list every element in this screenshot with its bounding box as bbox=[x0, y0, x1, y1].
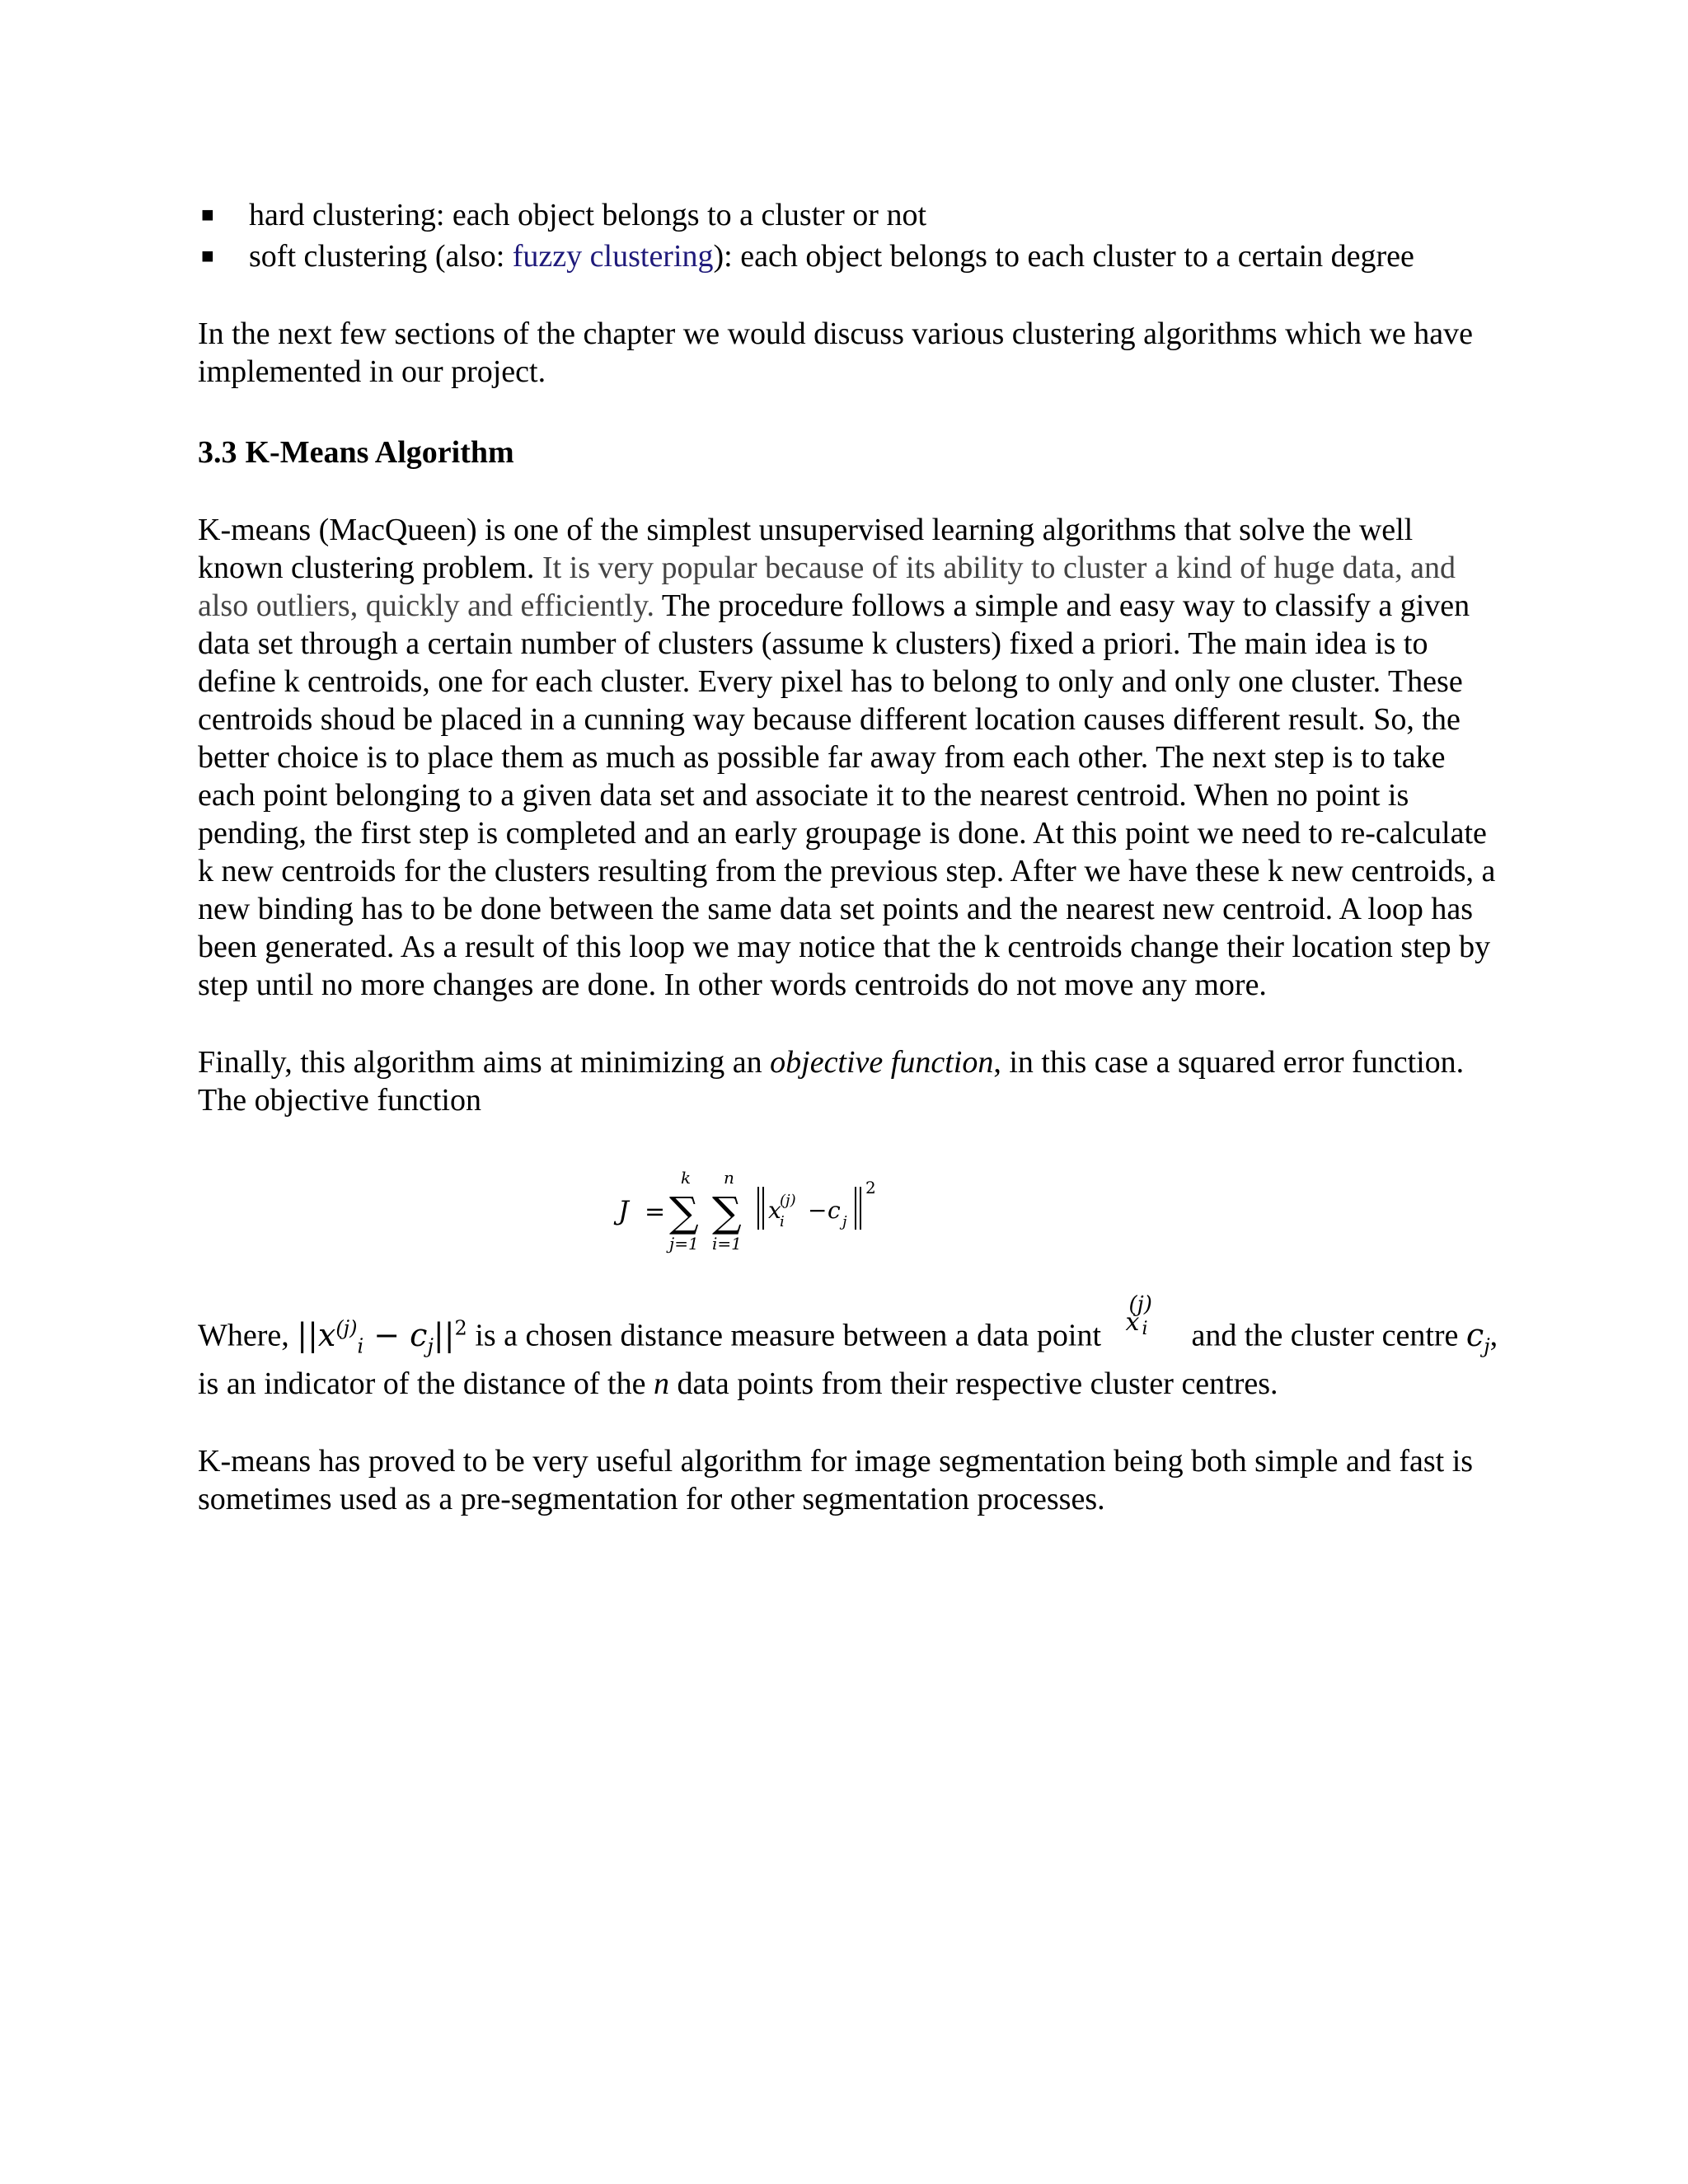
sum-j-upper-limit: k bbox=[681, 1168, 692, 1188]
data-point-subscript: i bbox=[1142, 1319, 1148, 1339]
objective-function-paragraph bbox=[198, 1043, 1500, 1119]
where-text-tail1: , is an indicator of the distance of the bbox=[198, 1318, 1498, 1402]
sum-i-lower-limit: i=1 bbox=[712, 1234, 742, 1254]
where-text-pre: Where, bbox=[198, 1318, 298, 1353]
centre-c-subscript: j bbox=[1484, 1334, 1490, 1358]
equation-svg bbox=[610, 1144, 890, 1276]
where-paragraph bbox=[198, 1292, 1500, 1403]
closing-paragraph: K-means has proved to be very useful algorithm for image segmentation being both simple and fast is sometimes used as a pre-segmentation for other segmentation processes. bbox=[198, 1444, 1474, 1517]
equation-x-subscript: i bbox=[780, 1213, 785, 1230]
data-point-base: x bbox=[1125, 1308, 1140, 1337]
inline-c-subscript: j bbox=[427, 1334, 434, 1358]
where-text-mid: is a chosen distance measure between a data point bbox=[467, 1318, 1109, 1353]
cluster-centre-symbol bbox=[1465, 1316, 1490, 1358]
section-number: 3.3 bbox=[198, 435, 237, 470]
equation-equals: = bbox=[645, 1197, 666, 1226]
equation-c-subscript: j bbox=[842, 1213, 847, 1230]
section-title: K-Means Algorithm bbox=[245, 435, 514, 470]
inline-c: c bbox=[410, 1316, 428, 1353]
inline-power: 2 bbox=[454, 1316, 467, 1339]
list-item-text-post: ): each object belongs to each cluster to a certain degree bbox=[713, 239, 1414, 274]
objective-function-term: objective function bbox=[770, 1045, 994, 1080]
square-bullet-icon: ■ bbox=[201, 244, 214, 268]
where-text-after-point: and the cluster centre bbox=[1191, 1318, 1466, 1353]
square-bullet-icon: ■ bbox=[201, 203, 214, 227]
objective-text-pre: Finally, this algorithm aims at minimizing an bbox=[198, 1045, 771, 1080]
objective-text-post: , in this case a squared error function. The objective function bbox=[198, 1045, 1465, 1118]
norm-close: || bbox=[433, 1316, 455, 1353]
n-italic: n bbox=[653, 1366, 669, 1402]
inline-x: x bbox=[317, 1316, 336, 1353]
clustering-types-list bbox=[198, 196, 1500, 275]
kmeans-description-paragraph bbox=[198, 511, 1500, 1004]
sum-i-upper-limit: n bbox=[724, 1168, 734, 1188]
equation-x: x bbox=[768, 1197, 781, 1224]
section-heading bbox=[198, 434, 1500, 471]
norm-open: || bbox=[297, 1316, 318, 1353]
inline-minus: − bbox=[363, 1316, 410, 1353]
sum-j-lower-limit: j=1 bbox=[669, 1234, 699, 1254]
kmeans-text-part1: K-means (MacQueen) is one of the simplest unsupervised learning algorithms that solve the well known clustering problem. bbox=[198, 513, 1414, 585]
fuzzy-clustering-link[interactable]: fuzzy clustering bbox=[512, 239, 714, 274]
equation-x-superscript: (j) bbox=[780, 1192, 796, 1209]
distance-measure-expression bbox=[297, 1316, 467, 1358]
list-item-text: hard clustering: each object belongs to a cluster or not bbox=[249, 198, 927, 232]
kmeans-text-part3: The procedure follows a simple and easy way to classify a given data set through a certain number of clusters (assume k clusters) fixed a priori. The main idea is to define k centroids, one for each cluster. Every pixel has to belong to only and only one cluster. These centroids shoud be placed in a cunning way because different location causes different result. So, the better choice is to place them as much as possible far away from each other. The next step is to take each point belonging to a given data set and associate it to the nearest centroid. When no point is pending, the first step is completed and an early groupage is done. At this point we need to re-calculate k new centroids for the clusters resulting from the previous step. After we have these k new centroids, a new binding has to be done between the same data set points and the nearest new centroid. A loop has been generated. As a result of this loop we may notice that the k centroids change their location step by step until no more changes are done. In other words centroids do not move any more. bbox=[198, 588, 1496, 1002]
kmeans-text-part2: It is very popular because of its ability to cluster a kind of huge data, and also outliers, quickly and efficiently. bbox=[198, 551, 1456, 623]
list-item-soft-clustering bbox=[198, 237, 1500, 275]
equation-c: c bbox=[828, 1197, 841, 1224]
equation-minus: − bbox=[808, 1197, 828, 1224]
equation-power: 2 bbox=[865, 1178, 876, 1197]
where-text-tail2: data points from their respective cluster centres. bbox=[668, 1366, 1278, 1402]
intro-paragraph: In the next few sections of the chapter we would discuss various clustering algorithms which we have implemented in our project. bbox=[198, 316, 1474, 389]
centre-c: c bbox=[1465, 1316, 1484, 1353]
data-point-superscript: (j) bbox=[1128, 1292, 1152, 1317]
list-item-hard-clustering bbox=[198, 196, 1500, 234]
page-content bbox=[198, 196, 1500, 1518]
list-item-text-pre: soft clustering (also: bbox=[249, 239, 513, 274]
equation-lhs: J bbox=[618, 1195, 629, 1226]
inline-x-superscript: (j) bbox=[335, 1316, 358, 1339]
sum-j-sigma: ∑ bbox=[669, 1188, 699, 1236]
inline-x-subscript: i bbox=[357, 1334, 364, 1358]
objective-equation bbox=[198, 1144, 1500, 1276]
sum-i-sigma: ∑ bbox=[712, 1188, 742, 1236]
